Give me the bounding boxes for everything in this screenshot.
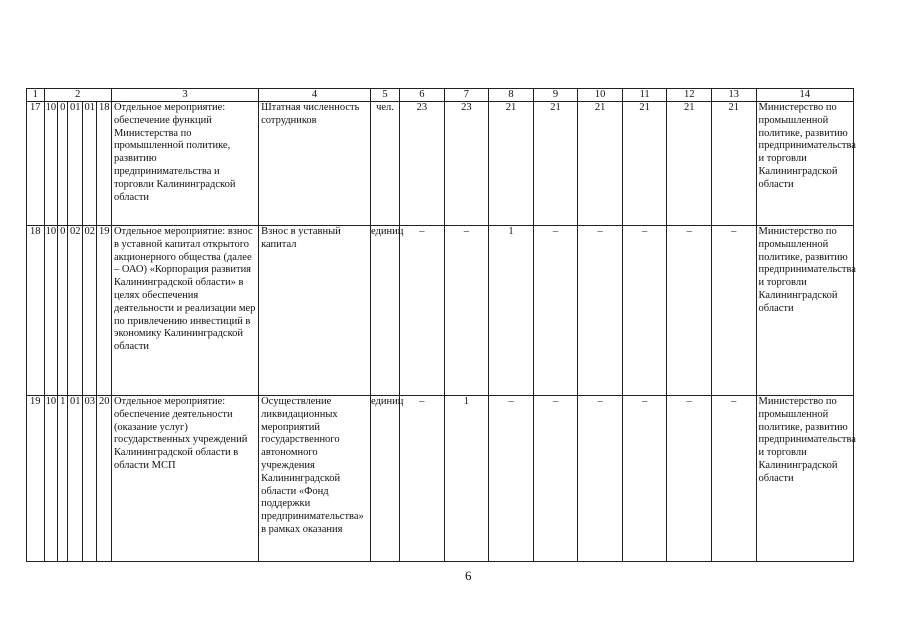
code-cell: 18 — [97, 102, 112, 226]
value-cell: 1 — [489, 226, 534, 396]
indicator-cell — [259, 226, 371, 396]
unit-cell: чел. — [371, 102, 400, 226]
value-cell: – — [400, 396, 445, 562]
value-cell: 23 — [444, 102, 489, 226]
value-cell: 21 — [667, 102, 712, 226]
header-cell-11: 11 — [622, 89, 667, 102]
header-cell-6: 6 — [400, 89, 445, 102]
value-cell: – — [489, 396, 534, 562]
value-cell: – — [622, 396, 667, 562]
table-row — [27, 396, 854, 562]
header-row — [27, 89, 854, 102]
code-cell: 01 — [68, 102, 83, 226]
code-cell: 02 — [68, 226, 83, 396]
header-cell-13: 13 — [711, 89, 756, 102]
header-cell-14: 14 — [756, 89, 853, 102]
event-text: Отдельное мероприятие: взнос в уставной капитал открытого акционерного общества (далее – ОАО) «Корпорация развития Калининградской области» в целях обеспечения деятельности и реализации мер по привлечению инвестиций в экономику Калининградской области — [113, 226, 256, 353]
header-cell-2: 2 — [44, 89, 111, 102]
code-cell: 10 — [44, 396, 57, 562]
event-text: Отдельное мероприятие: обеспечение деятельности (оказание услуг) государственных учреждений Калининградской области в области МСП — [113, 396, 248, 471]
code-cell: 19 — [27, 396, 45, 562]
value-cell: 21 — [622, 102, 667, 226]
value-cell: 1 — [444, 396, 489, 562]
value-cell: – — [533, 396, 578, 562]
value-cell: – — [711, 226, 756, 396]
event-cell — [111, 226, 258, 396]
value-cell: 21 — [578, 102, 623, 226]
indicator-cell — [259, 396, 371, 562]
executor-cell — [756, 226, 856, 396]
code-cell: 01 — [82, 102, 97, 226]
value-cell: – — [578, 396, 623, 562]
value-cell: – — [578, 226, 623, 396]
executor-text: Министерство по промышленной политике, развитию предпринимательства и торговли Калининградской области — [758, 102, 856, 190]
code-cell: 0 — [58, 102, 68, 226]
code-cell: 17 — [27, 102, 45, 226]
event-cell — [111, 396, 258, 562]
header-cell-12: 12 — [667, 89, 712, 102]
header-cell-7: 7 — [444, 89, 489, 102]
table-row — [27, 226, 854, 396]
indicator-table — [26, 88, 854, 562]
code-cell: 10 — [44, 226, 57, 396]
page-number: 6 — [465, 568, 472, 583]
header-cell-8: 8 — [489, 89, 534, 102]
value-cell: – — [400, 226, 445, 396]
unit-cell: единиц — [371, 226, 400, 396]
value-cell: 21 — [533, 102, 578, 226]
event-cell — [111, 102, 258, 226]
code-cell: 19 — [97, 226, 112, 396]
value-cell: – — [444, 226, 489, 396]
table-row — [27, 102, 854, 226]
code-cell: 03 — [82, 396, 97, 562]
header-cell-3: 3 — [111, 89, 258, 102]
value-cell: – — [667, 396, 712, 562]
unit-cell: единиц — [371, 396, 400, 562]
code-cell: 01 — [68, 396, 83, 562]
event-text: Отдельное мероприятие: обеспечение функций Министерства по промышленной политике, развитию предпринимательства и торговли Калининградской области — [113, 102, 236, 203]
value-cell: 21 — [711, 102, 756, 226]
header-cell-9: 9 — [533, 89, 578, 102]
code-cell: 1 — [58, 396, 68, 562]
code-cell: 0 — [58, 226, 68, 396]
header-cell-10: 10 — [578, 89, 623, 102]
indicator-text: Взнос в уставный капитал — [261, 226, 341, 250]
code-cell: 02 — [82, 226, 97, 396]
value-cell: – — [533, 226, 578, 396]
code-cell: 18 — [27, 226, 45, 396]
executor-text: Министерство по промышленной политике, развитию предпринимательства и торговли Калининградской области — [758, 226, 856, 314]
executor-cell — [756, 396, 856, 562]
value-cell: 23 — [400, 102, 445, 226]
value-cell: – — [667, 226, 712, 396]
code-cell: 20 — [97, 396, 112, 562]
indicator-text: Штатная численность сотрудников — [261, 102, 360, 126]
executor-cell — [756, 102, 856, 226]
value-cell: – — [711, 396, 756, 562]
executor-text: Министерство по промышленной политике, развитию предпринимательства и торговли Калининградской области — [758, 396, 856, 484]
value-cell: 21 — [489, 102, 534, 226]
value-cell: – — [622, 226, 667, 396]
indicator-text: Осуществление ликвидационных мероприятий государственного автономного учреждения Калининградской области «Фонд поддержки предпринимательства» в рамках оказания — [261, 396, 364, 535]
indicator-cell — [259, 102, 371, 226]
code-cell: 10 — [44, 102, 57, 226]
header-cell-4: 4 — [259, 89, 371, 102]
header-cell-5: 5 — [371, 89, 400, 102]
header-cell-1: 1 — [27, 89, 45, 102]
